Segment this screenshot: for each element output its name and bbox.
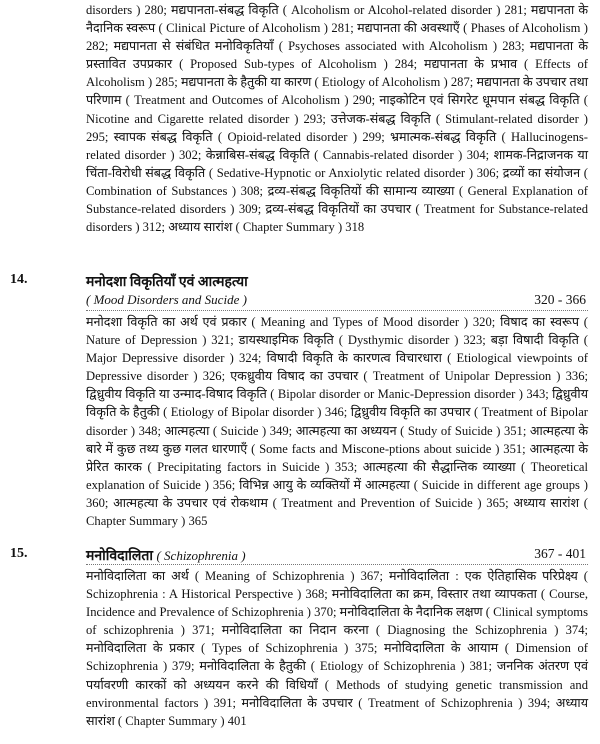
chapter-15-number: 15. [10,546,28,561]
chapter-14-title-hindi: मनोदशा विकृतियाँ एवं आत्महत्या [86,275,248,290]
chapter-15-page-range: 367 - 401 [534,546,586,561]
chapter-15-title [86,546,246,565]
chapter-14-title-english: ( Mood Disorders and Sucide ) [86,292,247,307]
chapter-14-contents: मनोदशा विकृति का अर्थ एवं प्रकार ( Meaning and Types of Mood disorder ) 320; विषाद का स्वरूप ( Nature of Depression ) 321; डायस्थाइमिक विकृति ( Dysthymic disorder ) 323; बड़ा विषादी विकृति ( Major Depressive disorder ) 324; विषादी विकृति के कारणत्व विचारधारा ( Etiological viewpoints of Depressive disorder ) 326; एकध्रुवीय विषाद का उपचार ( Treatment of Unipolar Depression ) 336; द्विध्रुवीय विकृति या उन्माद-विषाद विकृति ( Bipolar disorder or Manic-Depression disorder ) 343; द्विध्रुवीय विकृति के हैतुकी ( Etiology of Bipolar disorder ) 346; द्विध्रुवीय विकृति का उपचार ( Treatment of Bipolar disorder ) 348; आत्महत्या ( Suicide ) 349; आत्महत्या का अध्ययन ( Study of Suicide ) 351; आत्महत्या के बारे में कुछ तथ्य कुछ गलत धारणाएँ ( Some facts and Miscone-ptions about suicide ) 351; आत्महत्या के प्रेरित कारक ( Precipitating factors in Suicide ) 353; आत्महत्या की सैद्धान्तिक व्याख्या ( Theoretical explanation of Suicide ) 356; विभिन्न आयु के व्यक्तियों में आत्महत्या ( Suicide in different age groups ) 360; आत्महत्या के उपचार एवं रोकथाम ( Treatment and Prevention of Suicide ) 365; अध्याय सारांश ( Chapter Summary ) 365 [86,315,588,529]
divider [86,564,588,565]
chapter-14-heading [10,272,588,292]
chapter-14-number: 14. [10,272,28,287]
chapter-15-contents: मनोविदालिता का अर्थ ( Meaning of Schizophrenia ) 367; मनोविदालिता : एक ऐतिहासिक परिप्रेक्ष्य ( Schizophrenia : A Historical Perspective ) 368; मनोविदालिता का क्रम, विस्तार तथा व्यापकता ( Course, Incidence and Prevalence of Schizophrenia ) 370; मनोविदालिता के नैदानिक लक्षण ( Clinical symptoms of schizophrenia ) 371; मनोविदालिता का निदान करना ( Diagnosing the Schizophrenia ) 374; मनोविदालिता के प्रकार ( Types of Schizophrenia ) 375; मनोविदालिता के आयाम ( Dimension of Schizophrenia ) 379; मनोविदालिता के हैतुकी ( Etiology of Schizophrenia ) 381; जननिक अंतरण एवं पर्यावरणी कारकों को अध्ययन करने की विधियाँ ( Methods of studying genetic transmission and environmental factors ) 391; मनोविदालिता के उपचार ( Treatment of Schizophrenia ) 394; अध्याय सारांश ( Chapter Summary ) 401 [86,569,588,728]
chapter-15-title-english: ( Schizophrenia ) [156,548,246,563]
chapter-13-contents-continued: disorders ) 280; मद्यपानता-संबद्ध विकृति ( Alcoholism or Alcohol-related disorder ) 281; मद्यपानता के नैदानिक स्वरूप ( Clinical Picture of Alcoholism ) 281; मद्यपानता की अवस्थाएँ ( Phases of Alcoholism ) 282; मद्यपानता से संबंधित मनोविकृतियाँ ( Psychoses associated with Alcoholism ) 283; मद्यपानता के प्रस्तावित उपप्रकार ( Proposed Sub-types of Alcoholism ) 284; मद्यपानता के प्रभाव ( Effects of Alcoholism ) 285; मद्यपानता के हैतुकी या कारण ( Etiology of Alcoholism ) 287; मद्यपानता के उपचार तथा परिणाम ( Treatment and Outcomes of Alcoholism ) 290; नाइकोटिन एवं सिगरेट धूमपान संबद्ध विकृति ( Nicotine and Cigarette related disorder ) 293; उत्तेजक-संबद्ध विकृति ( Stimulant-related disorder ) 295; स्वापक संबद्ध विकृति ( Opioid-related disorder ) 299; भ्रमात्मक-संबद्ध विकृति ( Hallucinogens-related disorder ) 302; केन्नाबिस-संबद्ध विकृति ( Cannabis-related disorder ) 304; शामक-निद्राजनक या चिंता-विरोधी संबद्ध विकृति ( Sedative-Hypnotic or Anxiolytic related disorder ) 306; द्रव्यों का संयोजन ( Combination of Substances ) 308; द्रव्य-संबद्ध विकृतियों की सामान्य व्याख्या ( General Explanation of Substance-related disorders ) 309; द्रव्य-संबद्ध विकृतियों का उपचार ( Treatment for Substance-related disorders ) 312; अध्याय सारांश ( Chapter Summary ) 318 [86,3,588,235]
chapter-15-title-hindi: मनोविदालिता [86,549,153,564]
chapter-15-heading [10,546,588,566]
divider [86,310,588,311]
chapter-14-page-range: 320 - 366 [534,292,586,307]
